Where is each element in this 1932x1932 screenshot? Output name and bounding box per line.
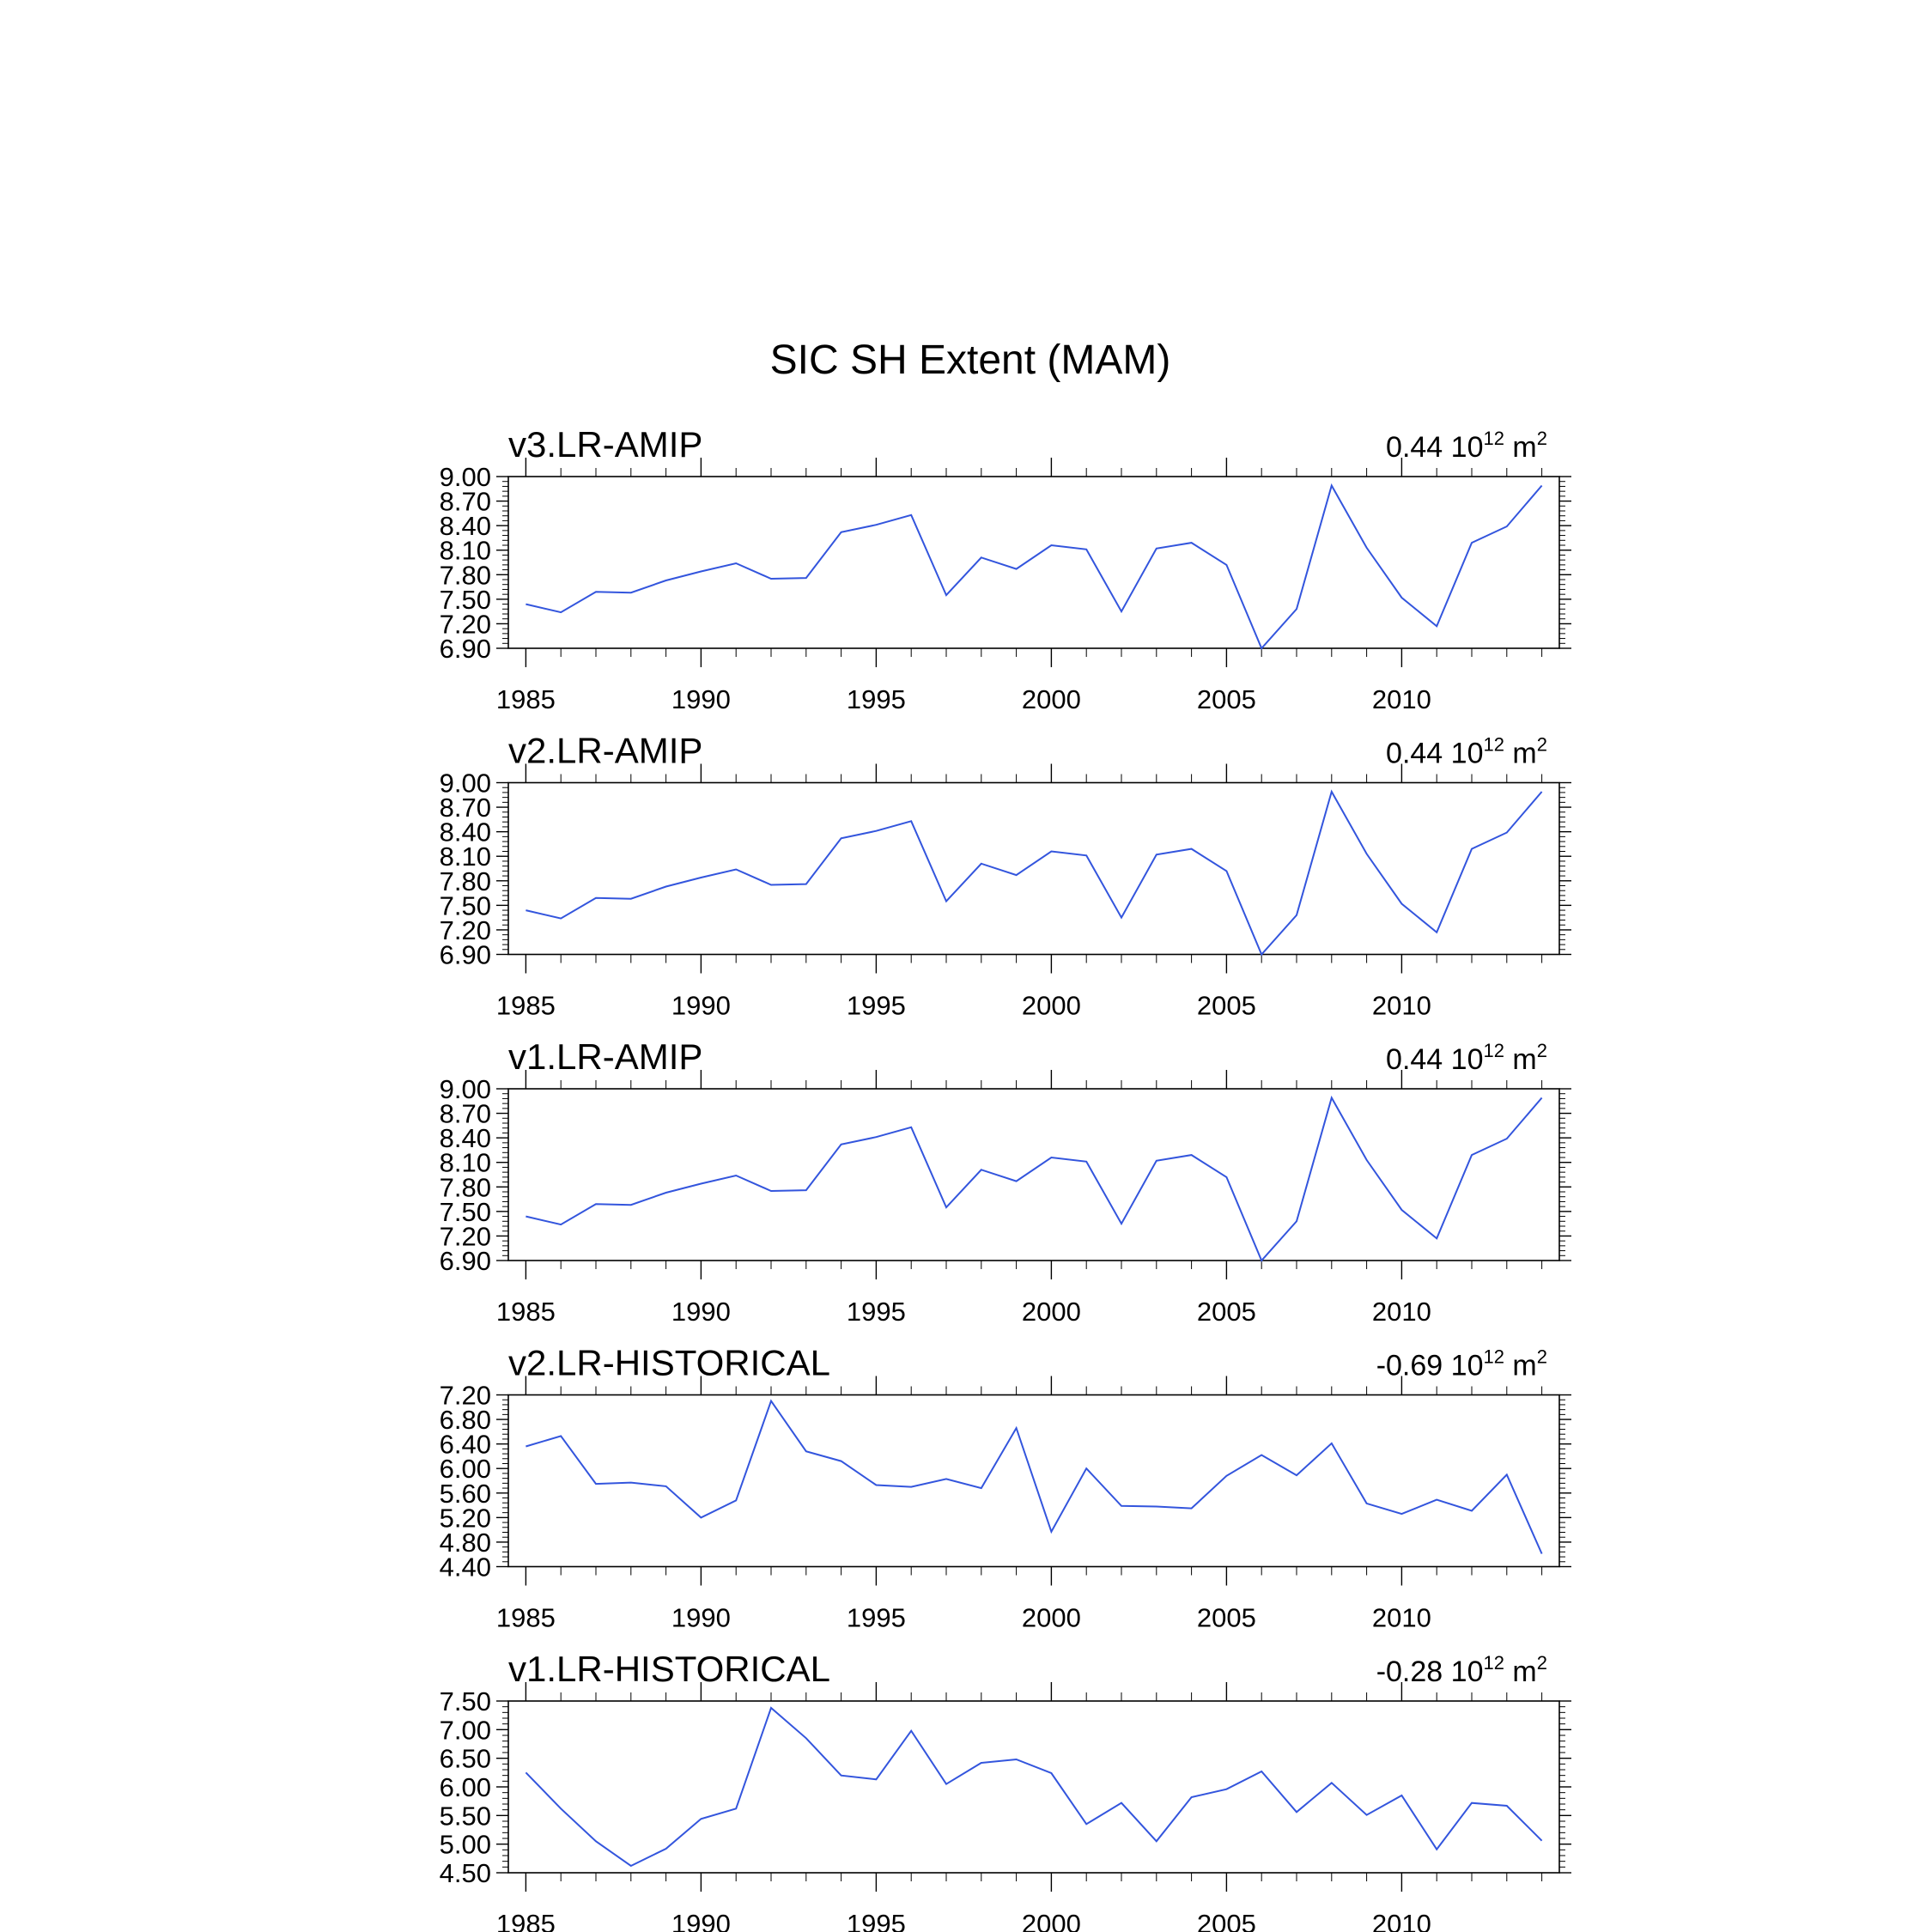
y-tick-label: 8.40 xyxy=(439,1123,491,1154)
y-tick-label: 6.50 xyxy=(439,1743,491,1774)
y-tick-label: 6.90 xyxy=(439,1246,491,1276)
trend-unit-base: 10 xyxy=(1450,737,1484,770)
x-tick-label: 2005 xyxy=(1196,684,1256,714)
y-tick-label: 8.40 xyxy=(439,511,491,542)
series-line xyxy=(526,1098,1541,1261)
y-tick-label: 4.40 xyxy=(439,1552,491,1583)
trend-unit-base: 10 xyxy=(1450,1656,1484,1688)
trend-unit-m: m xyxy=(1504,737,1537,770)
y-tick-label: 8.10 xyxy=(439,1147,491,1178)
x-tick-label: 2010 xyxy=(1371,1602,1431,1633)
x-tick-label: 2010 xyxy=(1371,684,1431,714)
chart-panel-1 xyxy=(440,424,1571,714)
chart-panel-2 xyxy=(440,731,1571,1021)
y-tick-label: 6.40 xyxy=(439,1429,491,1460)
y-tick-label: 6.80 xyxy=(439,1405,491,1436)
y-tick-label: 4.80 xyxy=(439,1527,491,1558)
trend-unit-m: m xyxy=(1504,1656,1537,1688)
x-tick-label: 1985 xyxy=(495,684,556,714)
x-tick-label: 2010 xyxy=(1371,1297,1431,1327)
series-line xyxy=(526,1708,1541,1866)
trend-unit-m-exponent: 2 xyxy=(1536,1652,1547,1674)
trend-value: -0.69 xyxy=(1376,1349,1451,1382)
x-tick-label: 1990 xyxy=(671,990,731,1021)
x-tick-label: 1990 xyxy=(671,1602,731,1633)
plot-frame xyxy=(508,1089,1559,1261)
x-tick-label: 1985 xyxy=(495,1297,556,1327)
trend-value: 0.44 xyxy=(1386,737,1451,770)
x-tick-label: 1990 xyxy=(671,1297,731,1327)
y-tick-label: 7.20 xyxy=(439,1221,491,1252)
x-tick-label: 1990 xyxy=(671,1909,731,1932)
x-tick-label: 2005 xyxy=(1196,1909,1256,1932)
x-tick-label: 1990 xyxy=(671,684,731,714)
x-tick-label: 2010 xyxy=(1371,990,1431,1021)
x-tick-label: 1995 xyxy=(846,990,906,1021)
y-tick-label: 4.50 xyxy=(439,1858,491,1888)
y-tick-label: 6.00 xyxy=(439,1772,491,1802)
trend-unit-exponent: 12 xyxy=(1483,1040,1504,1061)
plot-frame xyxy=(508,477,1559,648)
y-tick-label: 8.10 xyxy=(439,535,491,566)
figure-title: SIC SH Extent (MAM) xyxy=(769,337,1171,383)
y-tick-label: 5.00 xyxy=(439,1829,491,1860)
panel-title: v2.LR-HISTORICAL xyxy=(508,1342,830,1383)
panels xyxy=(440,424,1571,1932)
y-tick-label: 6.90 xyxy=(439,634,491,664)
y-tick-label: 7.50 xyxy=(439,1686,491,1716)
trend-unit-m-exponent: 2 xyxy=(1536,733,1547,756)
trend-label xyxy=(1386,734,1547,770)
y-tick-label: 5.60 xyxy=(439,1478,491,1509)
chart-panel-5 xyxy=(440,1649,1571,1932)
y-tick-label: 8.70 xyxy=(439,486,491,517)
x-tick-label: 1985 xyxy=(495,1602,556,1633)
x-tick-label: 1995 xyxy=(846,1909,906,1932)
trend-value: 0.44 xyxy=(1386,431,1451,464)
y-tick-label: 7.00 xyxy=(439,1715,491,1746)
trend-unit-exponent: 12 xyxy=(1483,733,1504,756)
y-tick-label: 7.20 xyxy=(439,914,491,945)
y-tick-label: 8.10 xyxy=(439,841,491,872)
trend-value: -0.28 xyxy=(1376,1656,1451,1688)
y-tick-label: 7.80 xyxy=(439,560,491,591)
series-line xyxy=(526,1401,1541,1554)
x-tick-label: 1995 xyxy=(846,684,906,714)
y-tick-label: 7.20 xyxy=(439,1380,491,1411)
panel-title: v3.LR-AMIP xyxy=(508,424,703,465)
y-tick-label: 6.00 xyxy=(439,1454,491,1485)
trend-unit-m-exponent: 2 xyxy=(1536,428,1547,449)
y-tick-label: 5.20 xyxy=(439,1503,491,1534)
x-tick-label: 2010 xyxy=(1371,1909,1431,1932)
trend-unit-m: m xyxy=(1504,1043,1537,1076)
y-tick-label: 9.00 xyxy=(439,1074,491,1104)
y-tick-label: 7.50 xyxy=(439,1196,491,1227)
series-line xyxy=(526,486,1541,649)
trend-unit-exponent: 12 xyxy=(1483,1346,1504,1368)
x-tick-label: 1985 xyxy=(495,1909,556,1932)
x-tick-label: 2005 xyxy=(1196,1297,1256,1327)
panel-title: v1.LR-HISTORICAL xyxy=(508,1649,830,1689)
y-tick-label: 7.50 xyxy=(439,890,491,921)
panel-title: v2.LR-AMIP xyxy=(508,730,703,771)
panel-title: v1.LR-AMIP xyxy=(508,1036,703,1077)
y-tick-label: 8.70 xyxy=(439,1098,491,1129)
trend-unit-m-exponent: 2 xyxy=(1536,1040,1547,1061)
trend-unit-base: 10 xyxy=(1450,431,1484,464)
y-tick-label: 9.00 xyxy=(439,462,491,492)
chart-panel-4 xyxy=(440,1343,1571,1633)
x-tick-label: 2005 xyxy=(1196,990,1256,1021)
plot-frame xyxy=(508,783,1559,955)
trend-unit-base: 10 xyxy=(1450,1349,1484,1382)
chart-panel-3 xyxy=(440,1036,1571,1327)
x-tick-label: 2000 xyxy=(1021,684,1081,714)
trend-value: 0.44 xyxy=(1386,1043,1451,1076)
y-tick-label: 7.50 xyxy=(439,584,491,615)
x-tick-label: 2000 xyxy=(1021,1297,1081,1327)
trend-unit-exponent: 12 xyxy=(1483,428,1504,449)
trend-unit-m: m xyxy=(1504,431,1537,464)
trend-label xyxy=(1386,428,1547,464)
trend-unit-base: 10 xyxy=(1450,1043,1484,1076)
series-line xyxy=(526,792,1541,955)
trend-label xyxy=(1386,1040,1547,1076)
y-tick-label: 8.40 xyxy=(439,817,491,848)
x-tick-label: 2000 xyxy=(1021,1909,1081,1932)
plot-frame xyxy=(508,1701,1559,1873)
y-tick-label: 8.70 xyxy=(439,793,491,823)
x-tick-label: 2005 xyxy=(1196,1602,1256,1633)
x-tick-label: 1995 xyxy=(846,1297,906,1327)
trend-unit-exponent: 12 xyxy=(1483,1652,1504,1674)
x-tick-label: 1985 xyxy=(495,990,556,1021)
y-tick-label: 5.50 xyxy=(439,1801,491,1832)
y-tick-label: 7.20 xyxy=(439,609,491,640)
y-tick-label: 7.80 xyxy=(439,1172,491,1203)
x-tick-label: 2000 xyxy=(1021,990,1081,1021)
y-tick-label: 7.80 xyxy=(439,866,491,896)
x-tick-label: 2000 xyxy=(1021,1602,1081,1633)
y-tick-label: 6.90 xyxy=(439,939,491,970)
trend-unit-m: m xyxy=(1504,1349,1537,1382)
x-tick-label: 1995 xyxy=(846,1602,906,1633)
trend-unit-m-exponent: 2 xyxy=(1536,1346,1547,1368)
y-tick-label: 9.00 xyxy=(439,768,491,799)
